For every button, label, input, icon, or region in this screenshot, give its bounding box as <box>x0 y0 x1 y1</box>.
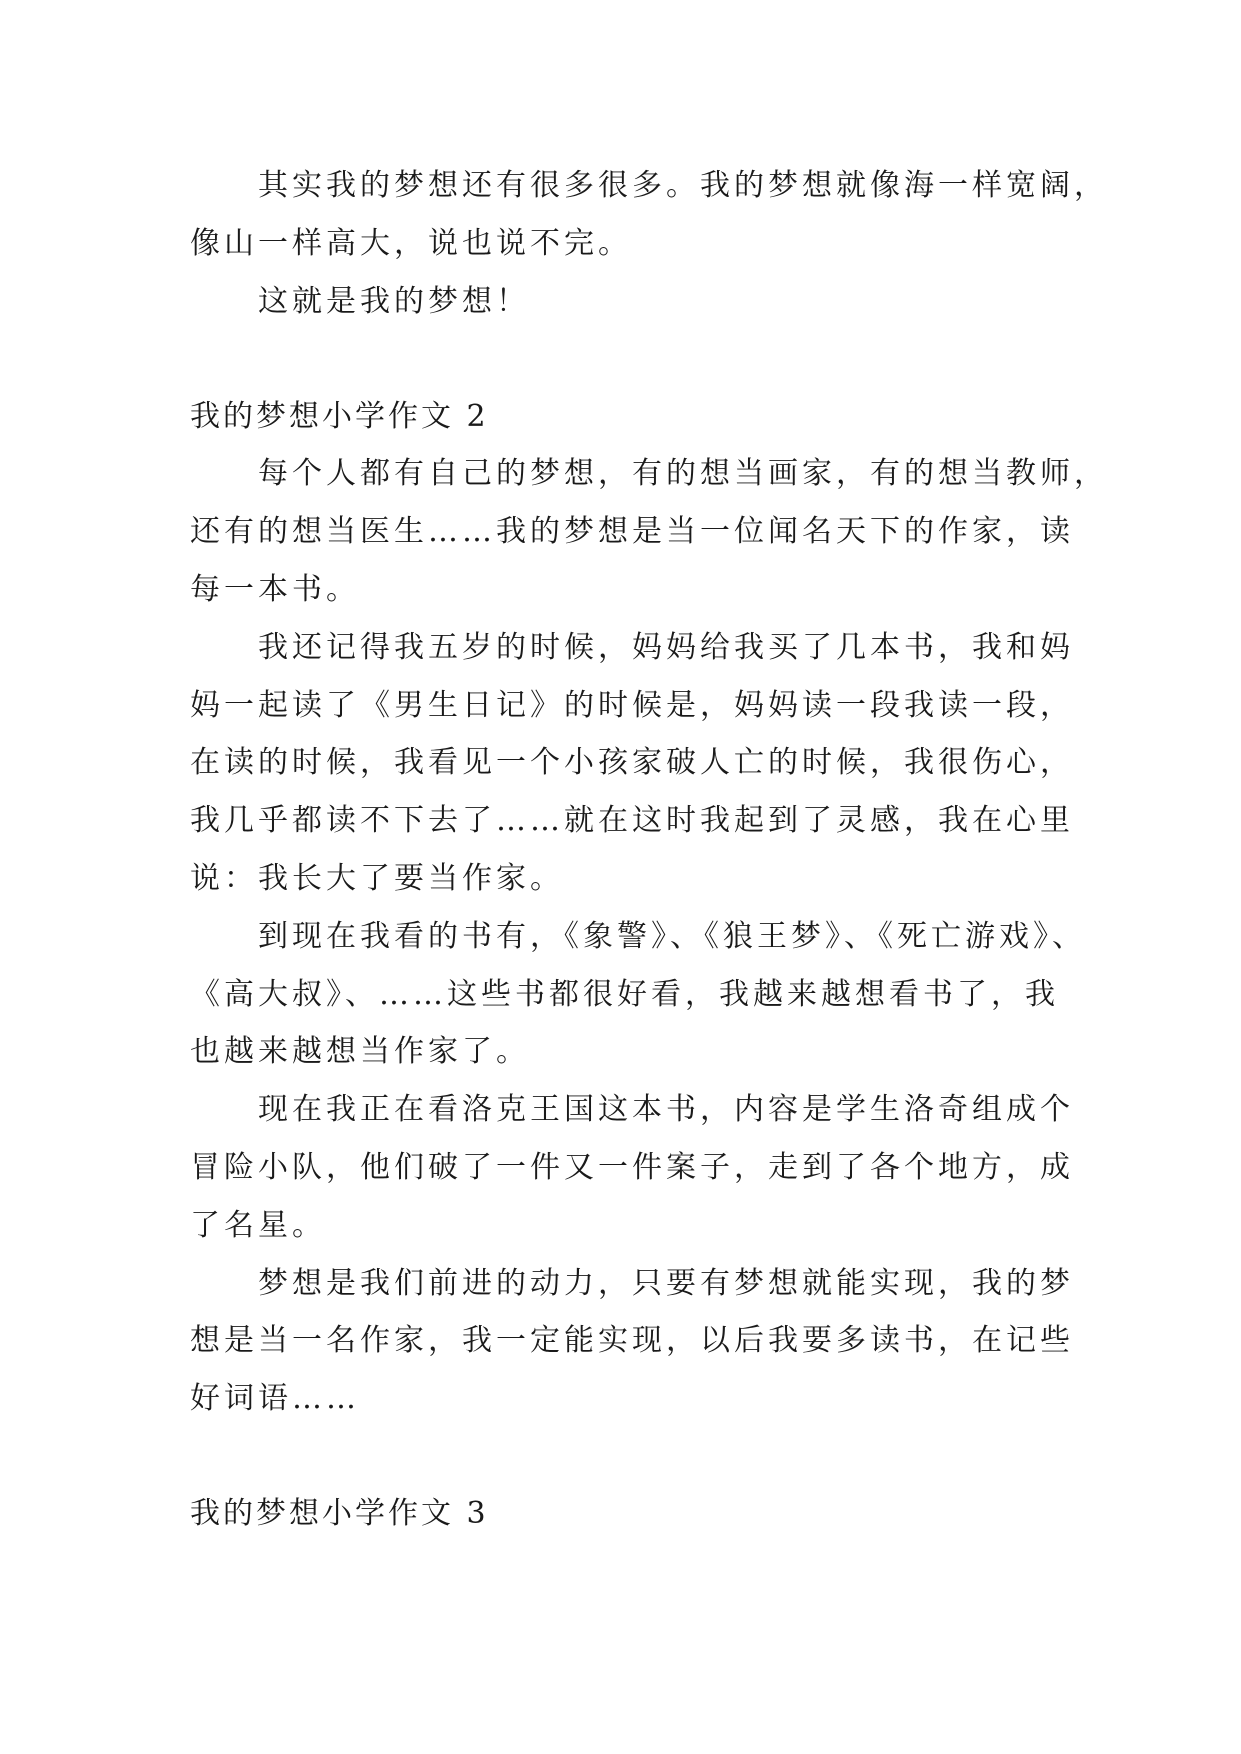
paragraph-line: 像山一样高大，说也说不完。 <box>190 226 632 261</box>
paragraph-line: 好词语…… <box>190 1381 360 1416</box>
section-heading: 我的梦想小学作文 3 <box>190 1496 489 1531</box>
paragraph-line: 也越来越想当作家了。 <box>190 1034 530 1069</box>
paragraph-line: 每一本书。 <box>190 572 360 607</box>
paragraph-line: 冒险小队，他们破了一件又一件案子，走到了各个地方，成 <box>190 1150 1074 1185</box>
paragraph-line: 每个人都有自己的梦想，有的想当画家，有的想当教师， <box>258 456 1108 491</box>
paragraph-line: 想是当一名作家，我一定能实现，以后我要多读书，在记些 <box>190 1323 1074 1358</box>
paragraph-line: 《高大叔》、……这些书都很好看，我越来越想看书了，我 <box>190 977 1059 1012</box>
section-heading: 我的梦想小学作文 2 <box>190 399 489 434</box>
paragraph-line: 其实我的梦想还有很多很多。我的梦想就像海一样宽阔， <box>258 168 1108 203</box>
paragraph-line: 到现在我看的书有，《象警》、《狼王梦》、《死亡游戏》、 <box>258 919 1086 954</box>
paragraph-line: 我还记得我五岁的时候，妈妈给我买了几本书，我和妈 <box>258 630 1074 665</box>
paragraph-line: 了名星。 <box>190 1208 326 1243</box>
paragraph-line: 这就是我的梦想！ <box>258 284 530 319</box>
paragraph-line: 还有的想当医生……我的梦想是当一位闻名天下的作家，读 <box>190 514 1074 549</box>
paragraph-line: 说：我长大了要当作家。 <box>190 861 564 896</box>
paragraph-line: 妈一起读了《男生日记》的时候是，妈妈读一段我读一段， <box>190 688 1074 723</box>
paragraph-line: 在读的时候，我看见一个小孩家破人亡的时候，我很伤心， <box>190 745 1074 780</box>
paragraph-line: 现在我正在看洛克王国这本书，内容是学生洛奇组成个 <box>258 1092 1074 1127</box>
paragraph-line: 梦想是我们前进的动力，只要有梦想就能实现，我的梦 <box>258 1266 1074 1301</box>
paragraph-line: 我几乎都读不下去了……就在这时我起到了灵感，我在心里 <box>190 803 1074 838</box>
